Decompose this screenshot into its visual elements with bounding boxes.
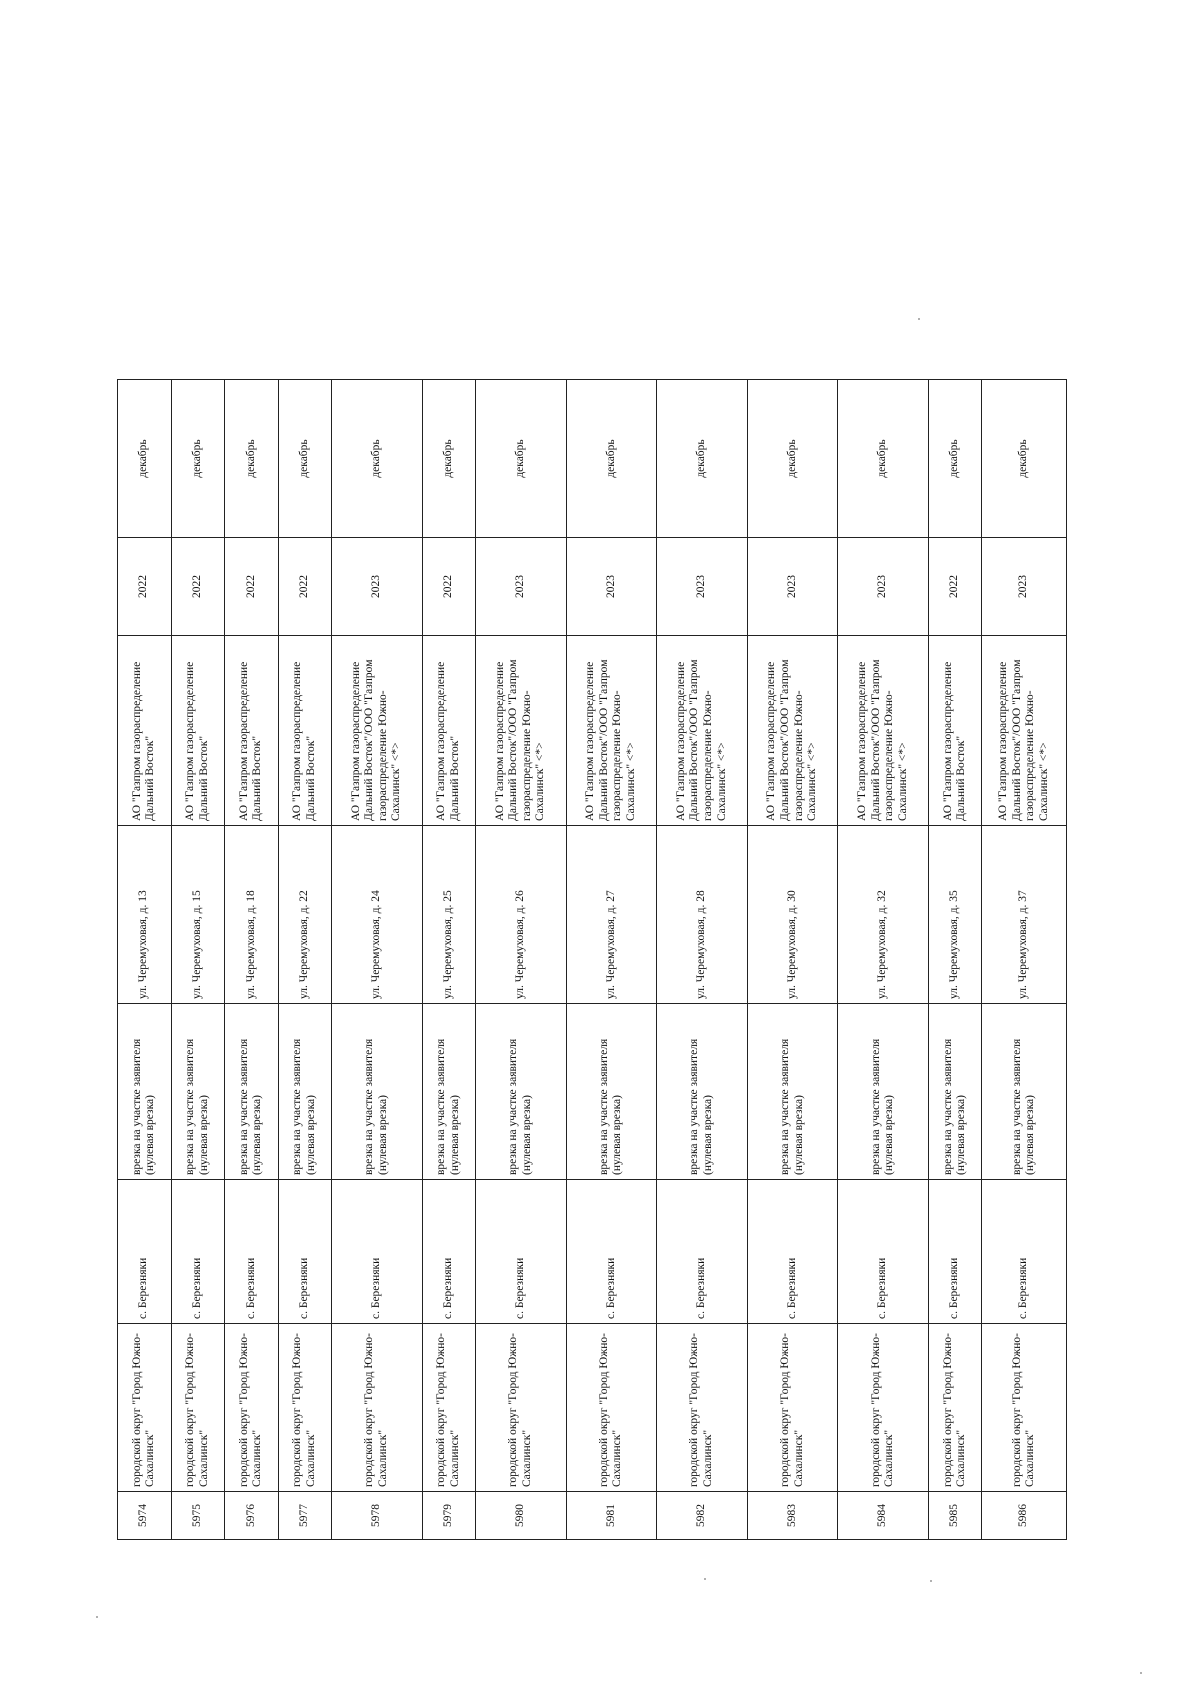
cell-settlement: с. Березняки bbox=[982, 1180, 1067, 1324]
cell-district: городской округ "Город Южно-Сахалинск" bbox=[225, 1324, 279, 1492]
cell-district: городской округ "Город Южно-Сахалинск" bbox=[118, 1324, 172, 1492]
cell-settlement: с. Березняки bbox=[332, 1180, 423, 1324]
cell-settlement: с. Березняки bbox=[171, 1180, 225, 1324]
cell-district: городской округ "Город Южно-Сахалинск" bbox=[982, 1324, 1067, 1492]
cell-operator: АО "Газпром газораспределение Дальний Восток" bbox=[422, 636, 476, 826]
cell-year: 2022 bbox=[422, 538, 476, 636]
cell-address: ул. Черемуховая, д. 15 bbox=[171, 826, 225, 1004]
cell-address: ул. Черемуховая, д. 26 bbox=[476, 826, 567, 1004]
cell-month: декабрь bbox=[332, 380, 423, 538]
cell-number: 5974 bbox=[118, 1492, 172, 1540]
cell-month: декабрь bbox=[118, 380, 172, 538]
cell-district: городской округ "Город Южно-Сахалинск" bbox=[278, 1324, 332, 1492]
cell-operator: АО "Газпром газораспределение Дальний Восток"/ООО "Газпром газораспределение Южно-Сахалинск" <*> bbox=[747, 636, 838, 826]
scan-speck bbox=[930, 1580, 932, 1582]
cell-operator: АО "Газпром газораспределение Дальний Восток"/ООО "Газпром газораспределение Южно-Сахалинск" <*> bbox=[332, 636, 423, 826]
cell-connection-type: врезка на участке заявителя (нулевая врезка) bbox=[566, 1004, 657, 1180]
cell-district: городской округ "Город Южно-Сахалинск" bbox=[171, 1324, 225, 1492]
cell-settlement: с. Березняки bbox=[928, 1180, 982, 1324]
cell-operator: АО "Газпром газораспределение Дальний Восток"/ООО "Газпром газораспределение Южно-Сахалинск" <*> bbox=[476, 636, 567, 826]
cell-connection-type: врезка на участке заявителя (нулевая врезка) bbox=[838, 1004, 929, 1180]
cell-operator: АО "Газпром газораспределение Дальний Восток"/ООО "Газпром газораспределение Южно-Сахалинск" <*> bbox=[566, 636, 657, 826]
cell-address: ул. Черемуховая, д. 25 bbox=[422, 826, 476, 1004]
cell-number: 5986 bbox=[982, 1492, 1067, 1540]
cell-district: городской округ "Город Южно-Сахалинск" bbox=[657, 1324, 748, 1492]
cell-operator: АО "Газпром газораспределение Дальний Восток" bbox=[118, 636, 172, 826]
table-row bbox=[332, 380, 423, 1540]
cell-district: городской округ "Город Южно-Сахалинск" bbox=[747, 1324, 838, 1492]
table-row bbox=[747, 380, 838, 1540]
cell-address: ул. Черемуховая, д. 30 bbox=[747, 826, 838, 1004]
cell-address: ул. Черемуховая, д. 28 bbox=[657, 826, 748, 1004]
cell-year: 2022 bbox=[118, 538, 172, 636]
cell-address: ул. Черемуховая, д. 22 bbox=[278, 826, 332, 1004]
table-row bbox=[928, 380, 982, 1540]
cell-year: 2023 bbox=[657, 538, 748, 636]
cell-connection-type: врезка на участке заявителя (нулевая врезка) bbox=[278, 1004, 332, 1180]
table-row bbox=[171, 380, 225, 1540]
cell-settlement: с. Березняки bbox=[476, 1180, 567, 1324]
table-row bbox=[982, 380, 1067, 1540]
cell-operator: АО "Газпром газораспределение Дальний Восток"/ООО "Газпром газораспределение Южно-Сахалинск" <*> bbox=[982, 636, 1067, 826]
cell-year: 2022 bbox=[171, 538, 225, 636]
cell-number: 5985 bbox=[928, 1492, 982, 1540]
cell-month: декабрь bbox=[838, 380, 929, 538]
cell-number: 5979 bbox=[422, 1492, 476, 1540]
cell-year: 2022 bbox=[928, 538, 982, 636]
cell-district: городской округ "Город Южно-Сахалинск" bbox=[928, 1324, 982, 1492]
cell-settlement: с. Березняки bbox=[747, 1180, 838, 1324]
cell-month: декабрь bbox=[422, 380, 476, 538]
cell-connection-type: врезка на участке заявителя (нулевая врезка) bbox=[332, 1004, 423, 1180]
cell-year: 2023 bbox=[566, 538, 657, 636]
cell-month: декабрь bbox=[171, 380, 225, 538]
table-row bbox=[566, 380, 657, 1540]
scan-speck bbox=[918, 318, 920, 320]
table-row bbox=[422, 380, 476, 1540]
cell-settlement: с. Березняки bbox=[657, 1180, 748, 1324]
cell-settlement: с. Березняки bbox=[838, 1180, 929, 1324]
cell-connection-type: врезка на участке заявителя (нулевая врезка) bbox=[747, 1004, 838, 1180]
cell-month: декабрь bbox=[225, 380, 279, 538]
cell-connection-type: врезка на участке заявителя (нулевая врезка) bbox=[422, 1004, 476, 1180]
cell-settlement: с. Березняки bbox=[278, 1180, 332, 1324]
cell-district: городской округ "Город Южно-Сахалинск" bbox=[422, 1324, 476, 1492]
cell-connection-type: врезка на участке заявителя (нулевая врезка) bbox=[171, 1004, 225, 1180]
table-row bbox=[225, 380, 279, 1540]
cell-year: 2022 bbox=[278, 538, 332, 636]
cell-connection-type: врезка на участке заявителя (нулевая врезка) bbox=[118, 1004, 172, 1180]
cell-address: ул. Черемуховая, д. 35 bbox=[928, 826, 982, 1004]
cell-connection-type: врезка на участке заявителя (нулевая врезка) bbox=[657, 1004, 748, 1180]
table-row bbox=[838, 380, 929, 1540]
cell-address: ул. Черемуховая, д. 37 bbox=[982, 826, 1067, 1004]
cell-address: ул. Черемуховая, д. 32 bbox=[838, 826, 929, 1004]
cell-settlement: с. Березняки bbox=[422, 1180, 476, 1324]
cell-number: 5980 bbox=[476, 1492, 567, 1540]
cell-number: 5977 bbox=[278, 1492, 332, 1540]
cell-number: 5978 bbox=[332, 1492, 423, 1540]
cell-district: городской округ "Город Южно-Сахалинск" bbox=[332, 1324, 423, 1492]
cell-month: декабрь bbox=[982, 380, 1067, 538]
cell-connection-type: врезка на участке заявителя (нулевая врезка) bbox=[982, 1004, 1067, 1180]
cell-month: декабрь bbox=[476, 380, 567, 538]
cell-district: городской округ "Город Южно-Сахалинск" bbox=[838, 1324, 929, 1492]
cell-month: декабрь bbox=[566, 380, 657, 538]
cell-number: 5982 bbox=[657, 1492, 748, 1540]
cell-year: 2022 bbox=[225, 538, 279, 636]
cell-operator: АО "Газпром газораспределение Дальний Восток"/ООО "Газпром газораспределение Южно-Сахалинск" <*> bbox=[657, 636, 748, 826]
cell-month: декабрь bbox=[278, 380, 332, 538]
cell-number: 5984 bbox=[838, 1492, 929, 1540]
table-body bbox=[118, 380, 1067, 1540]
cell-month: декабрь bbox=[747, 380, 838, 538]
cell-operator: АО "Газпром газораспределение Дальний Восток" bbox=[928, 636, 982, 826]
cell-year: 2023 bbox=[982, 538, 1067, 636]
cell-number: 5976 bbox=[225, 1492, 279, 1540]
table-row bbox=[278, 380, 332, 1540]
cell-settlement: с. Березняки bbox=[118, 1180, 172, 1324]
cell-district: городской округ "Город Южно-Сахалинск" bbox=[476, 1324, 567, 1492]
cell-settlement: с. Березняки bbox=[566, 1180, 657, 1324]
rotated-table-container bbox=[117, 380, 1067, 1540]
cell-year: 2023 bbox=[476, 538, 567, 636]
table-row bbox=[476, 380, 567, 1540]
cell-year: 2023 bbox=[332, 538, 423, 636]
cell-number: 5983 bbox=[747, 1492, 838, 1540]
cell-year: 2023 bbox=[747, 538, 838, 636]
scan-speck bbox=[704, 1578, 706, 1580]
cell-address: ул. Черемуховая, д. 13 bbox=[118, 826, 172, 1004]
cell-address: ул. Черемуховая, д. 27 bbox=[566, 826, 657, 1004]
cell-district: городской округ "Город Южно-Сахалинск" bbox=[566, 1324, 657, 1492]
table-row bbox=[657, 380, 748, 1540]
cell-address: ул. Черемуховая, д. 18 bbox=[225, 826, 279, 1004]
cell-connection-type: врезка на участке заявителя (нулевая врезка) bbox=[928, 1004, 982, 1180]
cell-settlement: с. Березняки bbox=[225, 1180, 279, 1324]
table-row bbox=[118, 380, 172, 1540]
cell-month: декабрь bbox=[657, 380, 748, 538]
cell-operator: АО "Газпром газораспределение Дальний Восток" bbox=[171, 636, 225, 826]
cell-address: ул. Черемуховая, д. 24 bbox=[332, 826, 423, 1004]
cell-number: 5981 bbox=[566, 1492, 657, 1540]
cell-operator: АО "Газпром газораспределение Дальний Восток"/ООО "Газпром газораспределение Южно-Сахалинск" <*> bbox=[838, 636, 929, 826]
cell-month: декабрь bbox=[928, 380, 982, 538]
scan-speck bbox=[96, 1616, 98, 1618]
cell-operator: АО "Газпром газораспределение Дальний Восток" bbox=[278, 636, 332, 826]
cell-number: 5975 bbox=[171, 1492, 225, 1540]
cell-connection-type: врезка на участке заявителя (нулевая врезка) bbox=[476, 1004, 567, 1180]
gasification-schedule-table bbox=[117, 379, 1067, 1540]
scan-speck bbox=[1140, 1672, 1142, 1674]
cell-operator: АО "Газпром газораспределение Дальний Восток" bbox=[225, 636, 279, 826]
cell-year: 2023 bbox=[838, 538, 929, 636]
cell-connection-type: врезка на участке заявителя (нулевая врезка) bbox=[225, 1004, 279, 1180]
